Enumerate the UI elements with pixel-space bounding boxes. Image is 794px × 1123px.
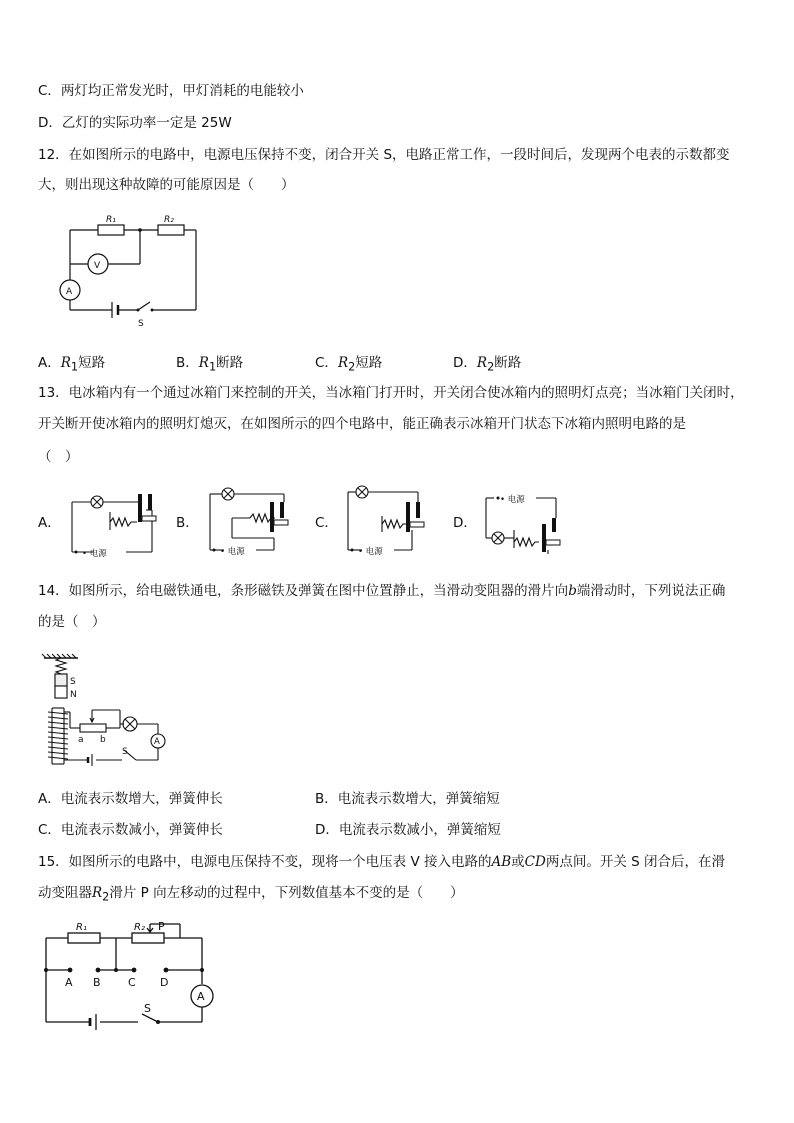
q15-r1-label: R₁: [76, 922, 87, 933]
q13-stem-line3: （ ）: [38, 449, 79, 465]
q14-ammeter-label: A: [154, 737, 160, 747]
q14-stem-line2: 的是（ ）: [38, 614, 106, 630]
q14-electromagnet-diagram: [36, 652, 186, 772]
q14-spring-icon: [56, 658, 66, 674]
q15-switch: [142, 1014, 158, 1022]
q14-a-label: a: [78, 735, 84, 745]
q14-n-pole-label: N: [70, 690, 77, 700]
q15-point-d: [164, 968, 169, 973]
q13b-power-label: • 电源: [220, 547, 245, 557]
q12-option-c[interactable]: C．$R_2$短路: [315, 355, 383, 374]
q13-label-b[interactable]: B．: [176, 515, 199, 531]
q12-switch-label: S: [138, 319, 144, 329]
q12-stem-line1: 12．在如图所示的电路中，电源电压保持不变，闭合开关 S，电路正常工作，一段时间后，发现两个电表的示数都变: [38, 147, 730, 163]
q15-point-a: [68, 968, 73, 973]
q13c-power-label: • 电源: [358, 547, 383, 557]
q13a-spring-icon: [110, 518, 137, 526]
q15-a-label: A: [65, 976, 73, 989]
q15-point-b: [96, 968, 101, 973]
q12-r1-label: R₁: [106, 215, 116, 225]
q12-r1-resistor: [98, 225, 124, 235]
q12-option-b[interactable]: B．$R_1$断路: [176, 355, 244, 374]
q15-switch-label: S: [144, 1002, 151, 1015]
q12-stem-line2: 大，则出现这种故障的可能原因是（ ）: [38, 177, 295, 193]
q15-c-label: C: [128, 976, 136, 989]
q14-s-pole-label: S: [70, 677, 76, 687]
q13c-spring-icon: [382, 520, 407, 528]
q13-label-d[interactable]: D．: [453, 515, 477, 531]
q15-ammeter-label: A: [197, 990, 205, 1003]
q15-point-c: [132, 968, 137, 973]
q15-stem-line1: 15．如图所示的电路中，电源电压保持不变，现将一个电压表 V 接入电路的AB或CD两点间。开关 S 闭合后，在滑: [38, 854, 725, 870]
q14-switch-label: S: [122, 747, 128, 757]
q14-option-c[interactable]: C．电流表示数减小，弹簧伸长: [38, 822, 223, 838]
q15-r2-label: R₂: [134, 922, 145, 933]
q15-d-label: D: [160, 976, 169, 989]
q11-option-d: D．乙灯的实际功率一定是 25W: [38, 115, 232, 131]
q13-circuit-d: [478, 488, 578, 563]
q13-circuit-b: [202, 484, 302, 559]
q13-circuit-a: [66, 486, 166, 561]
q14-option-a[interactable]: A．电流表示数增大，弹簧伸长: [38, 791, 223, 807]
q13-stem-line2: 开关断开使冰箱内的照明灯熄灭，在如图所示的四个电路中，能正确表示冰箱开门状态下冰箱内照明电路的是: [38, 416, 686, 432]
q14-b-label: b: [100, 735, 106, 745]
q14-coil-icon: [48, 712, 68, 759]
q12-r2-resistor: [158, 225, 184, 235]
q12-ammeter-label: A: [66, 287, 73, 297]
q14-rheostat: [80, 724, 106, 732]
q12-r2-label: R₂: [164, 215, 174, 225]
q14-option-d[interactable]: D．电流表示数减小，弹簧缩短: [315, 822, 501, 838]
q12-option-a[interactable]: A．$R_1$短路: [38, 355, 106, 374]
q14-option-b[interactable]: B．电流表示数增大，弹簧缩短: [315, 791, 500, 807]
q13a-power-label: • 电源: [82, 549, 107, 559]
q14-stem-line1: 14．如图所示，给电磁铁通电，条形磁铁及弹簧在图中位置静止，当滑动变阻器的滑片向b端滑动时，下列说法正确: [38, 583, 726, 599]
q15-b-label: B: [93, 976, 101, 989]
q12-voltmeter-label: V: [94, 261, 101, 271]
q13-label-a[interactable]: A．: [38, 515, 61, 531]
q13-circuit-c: [340, 480, 440, 560]
q15-stem-line2: 动变阻器$R_2$滑片 P 向左移动的过程中，下列数值基本不变的是（ ）: [38, 885, 464, 904]
q15-circuit-diagram: [40, 918, 230, 1033]
q13-stem-line1: 13．电冰箱内有一个通过冰箱门来控制的开关，当冰箱门打开时，开关闭合使冰箱内的照明灯点亮；当冰箱门关闭时，: [38, 385, 744, 401]
q12-option-d[interactable]: D．$R_2$断路: [453, 355, 522, 374]
q12-switch: [138, 302, 150, 310]
q13d-spring-icon: [514, 538, 539, 546]
q15-r2-rheostat: [132, 933, 164, 943]
q11-option-c: C．两灯均正常发光时，甲灯消耗的电能较小: [38, 83, 304, 99]
q12-circuit-diagram: [50, 212, 210, 337]
q15-p-label: P: [158, 920, 165, 933]
q13-label-c[interactable]: C．: [315, 515, 338, 531]
q15-r1-resistor: [68, 933, 100, 943]
q13d-power-label: • 电源: [500, 495, 525, 505]
